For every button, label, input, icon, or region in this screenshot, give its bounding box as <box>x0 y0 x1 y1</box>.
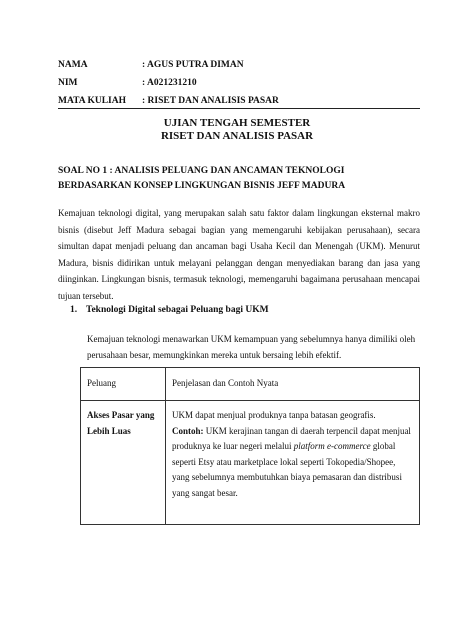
table-cell-label: Akses Pasar yang Lebih Luas <box>81 401 166 525</box>
info-row-nama <box>58 56 279 74</box>
info-value: : A021231210 <box>142 78 197 88</box>
table-header-row <box>81 368 420 401</box>
section-title: Teknologi Digital sebagai Peluang bagi UKM <box>86 305 269 315</box>
table-row <box>81 401 420 525</box>
table-header-cell: Penjelasan dan Contoh Nyata <box>166 368 420 401</box>
example-text-continued: global seperti Etsy atau marketplace lokal seperti Tokopedia/Shopee, yang sebelumnya membutuhkan biaya pemasaran dan distribusi yang sangat besar. <box>172 441 402 498</box>
header-divider <box>58 108 420 109</box>
section-paragraph: Kemajuan teknologi menawarkan UKM kemampuan yang sebelumnya hanya dimiliki oleh perusahaan besar, memungkinkan mereka untuk bersaing lebih efektif. <box>87 334 416 360</box>
info-value: : RISET DAN ANALISIS PASAR <box>142 96 279 106</box>
course-title: RISET DAN ANALISIS PASAR <box>160 130 314 142</box>
student-info <box>58 56 279 110</box>
table-cell-description <box>166 401 420 525</box>
opportunity-table <box>80 367 420 525</box>
description-line: UKM dapat menjual produknya tanpa batasan geografis. <box>172 410 376 420</box>
info-label: MATA KULIAH <box>58 96 126 106</box>
info-label: NAMA <box>58 60 88 70</box>
example-label: Contoh: <box>172 425 204 436</box>
section-heading <box>70 305 269 315</box>
example-text: UKM kerajinan tangan di daerah terpencil dapat menjual produknya ke luar negeri melalui <box>172 425 411 451</box>
info-row-nim <box>58 74 279 92</box>
example-italic-text: platform e-commerce <box>293 441 371 451</box>
question-heading: SOAL NO 1 : ANALISIS PELUANG DAN ANCAMAN TEKNOLOGI BERDASARKAN KONSEP LINGKUNGAN BISNIS JEFF MADURA <box>58 166 346 191</box>
info-label: NIM <box>58 78 78 88</box>
section-number: 1. <box>70 305 78 315</box>
exam-title: UJIAN TENGAH SEMESTER <box>163 117 311 129</box>
info-value: : AGUS PUTRA DIMAN <box>142 60 244 70</box>
table-header-cell: Peluang <box>81 368 166 401</box>
intro-paragraph: Kemajuan teknologi digital, yang merupakan salah satu faktor dalam lingkungan eksternal makro bisnis (disebut Jeff Madura sebagai bagian yang memengaruhi kebijakan perusahaan), secara simultan dapat menjadi peluang dan ancaman bagi Usaha Kecil dan Menengah (UKM). Menurut Madura, bisnis didirikan untuk melayani pelanggan dengan menyediakan barang dan jasa yang diinginkan. Lingkungan bisnis, termasuk teknologi, memengaruhi bagaimana perusahaan mencapai tujuan tersebut. <box>58 208 420 301</box>
